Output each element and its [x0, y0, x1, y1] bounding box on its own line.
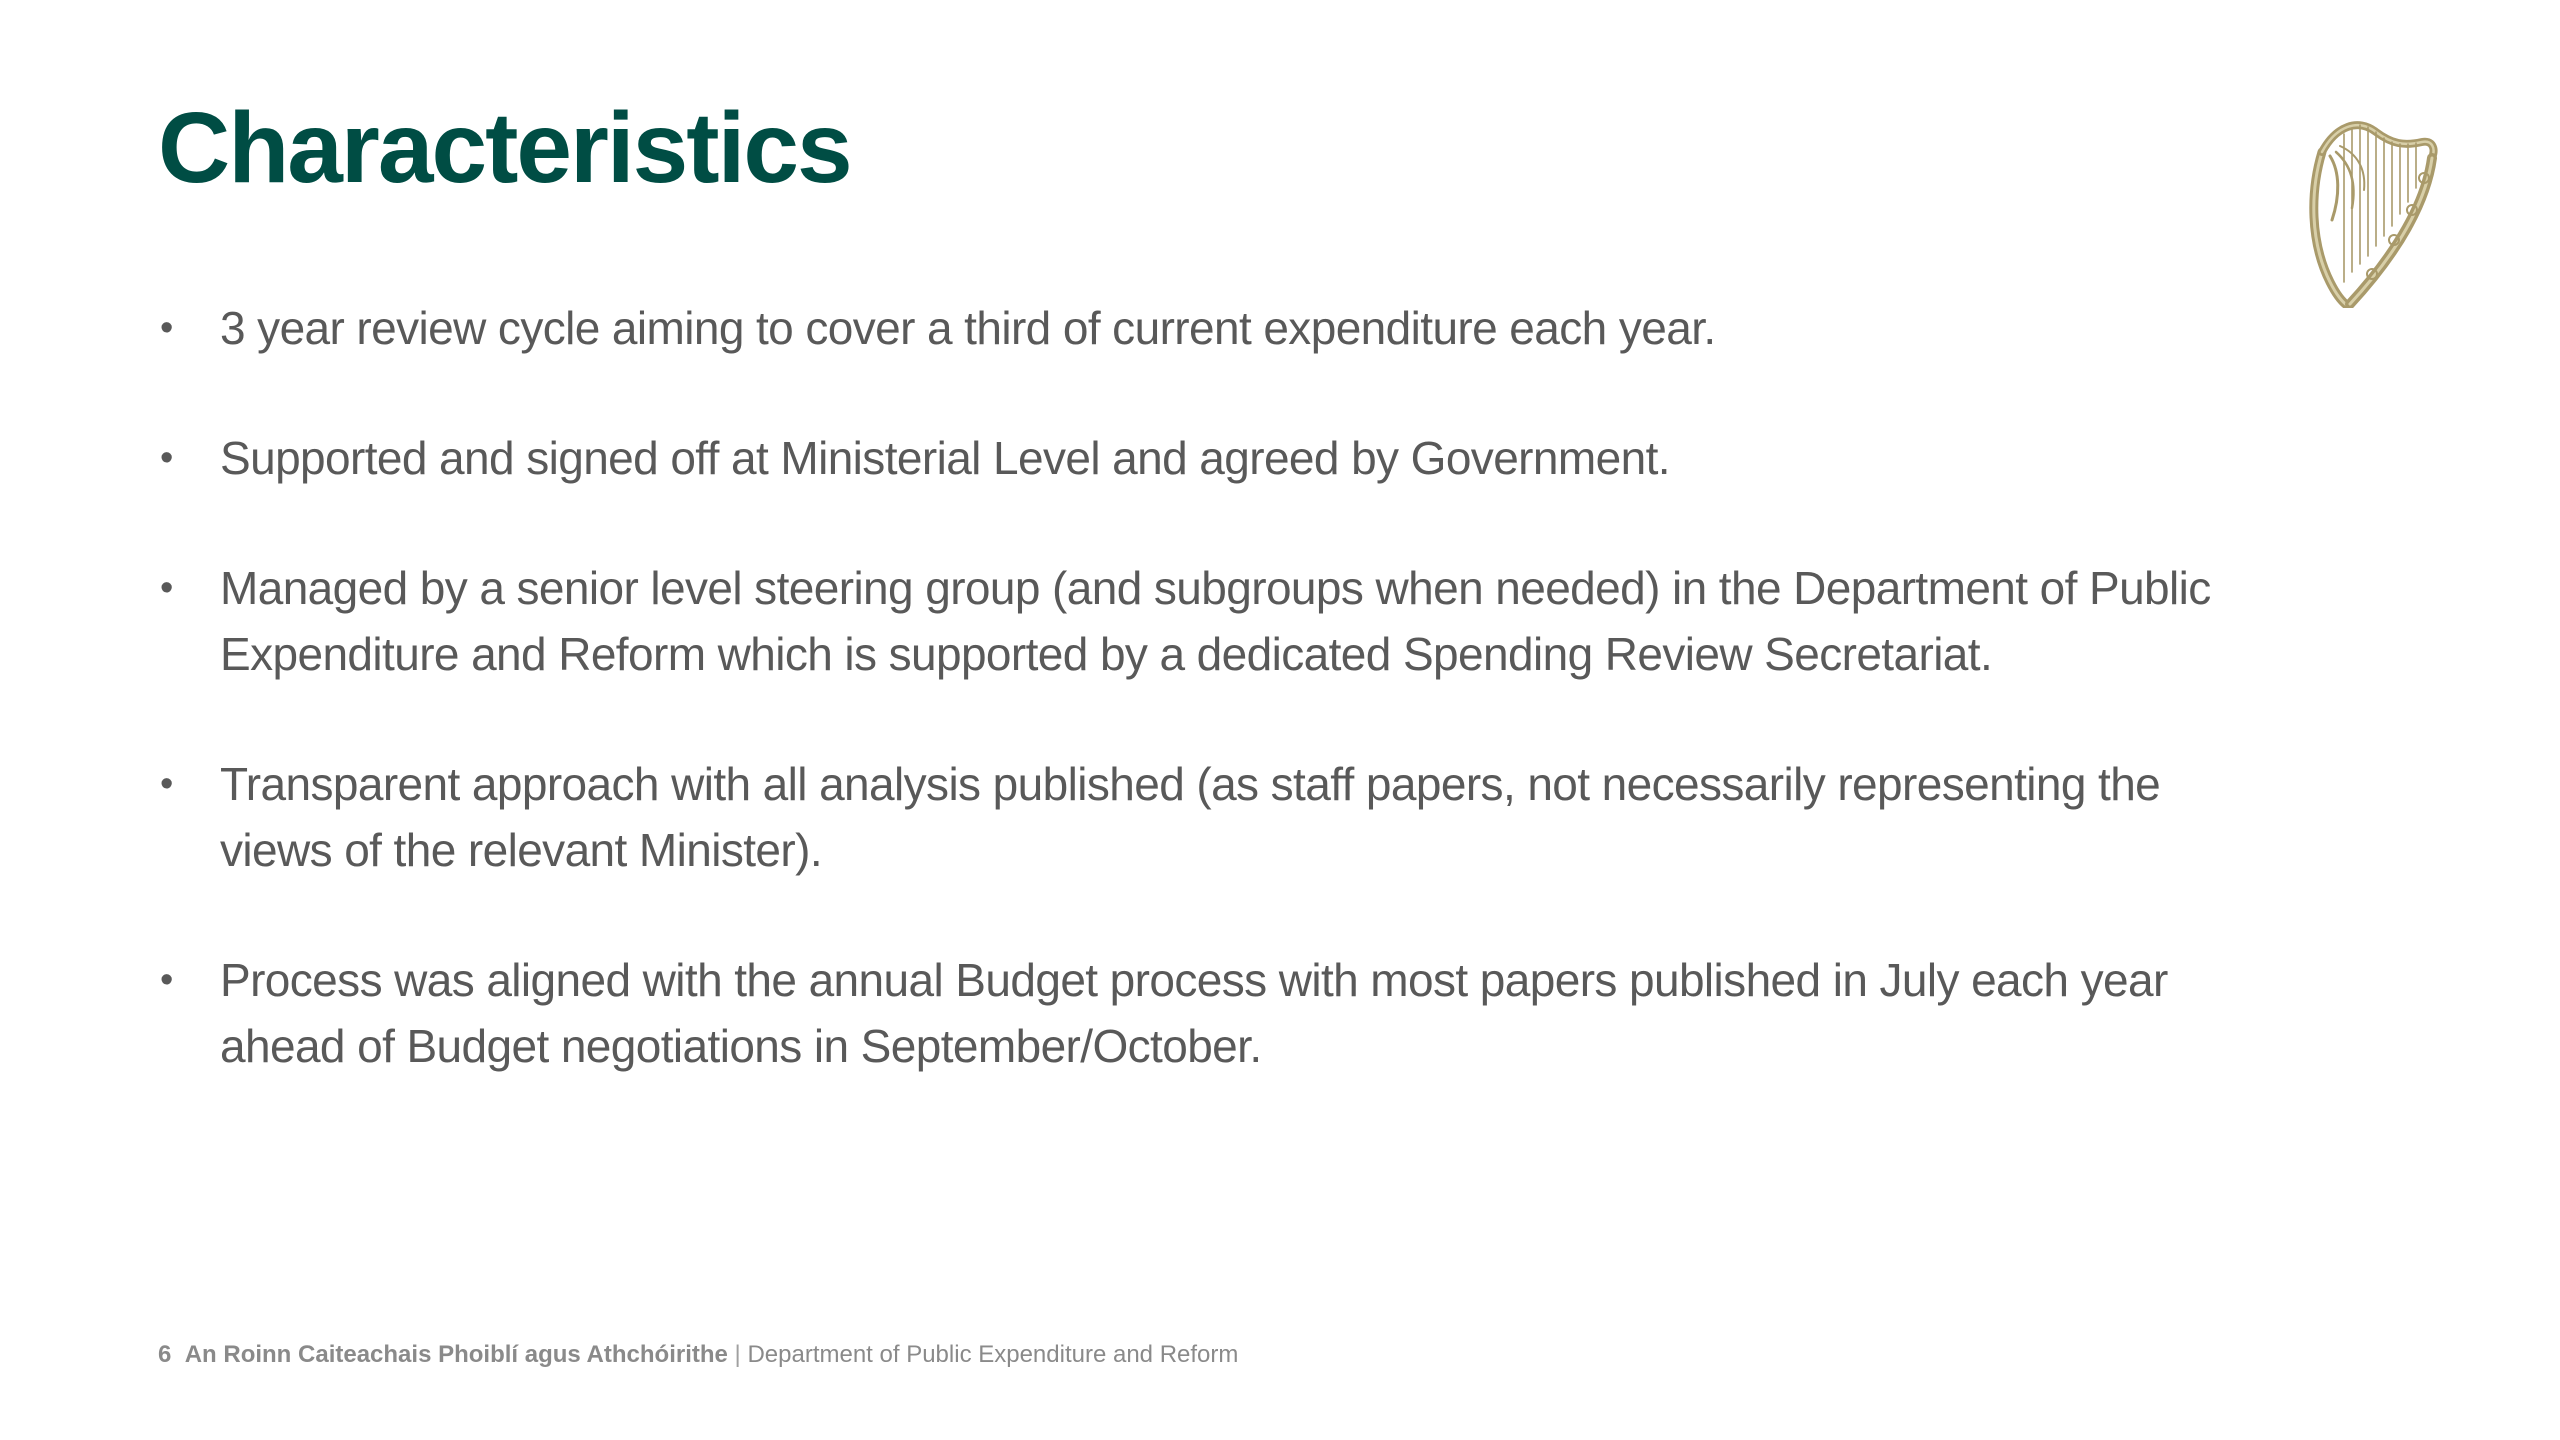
bullet-dot: •: [160, 307, 173, 349]
bullet-list: [160, 295, 2280, 1143]
list-item: [160, 425, 2280, 491]
department-name-irish: An Roinn Caiteachais Phoiblí agus Athchóirithe: [184, 1341, 728, 1368]
list-item: [160, 947, 2280, 1079]
department-name-english: Department of Public Expenditure and Reform: [747, 1341, 1239, 1368]
footer-separator: |: [734, 1341, 741, 1368]
slide-title: Characteristics: [158, 92, 851, 204]
bullet-text: 3 year review cycle aiming to cover a third of current expenditure each year.: [220, 302, 1716, 354]
bullet-dot: •: [160, 959, 173, 1001]
bullet-dot: •: [160, 567, 173, 609]
bullet-text: Transparent approach with all analysis published (as staff papers, not necessarily representing the views of the relevant Minister).: [220, 758, 2161, 876]
bullet-text: Supported and signed off at Ministerial Level and agreed by Government.: [220, 432, 1670, 484]
list-item: [160, 751, 2280, 883]
list-item: [160, 295, 2280, 361]
bullet-text: Process was aligned with the annual Budget process with most papers published in July each year ahead of Budget negotiations in September/October.: [220, 954, 2168, 1072]
page-number: 6: [158, 1341, 172, 1368]
harp-emblem-icon: [2300, 112, 2440, 308]
footer: [158, 1340, 1238, 1370]
bullet-text: Managed by a senior level steering group (and subgroups when needed) in the Department of Public Expenditure and Reform which is supported by a dedicated Spending Review Secretariat.: [220, 562, 2211, 680]
bullet-dot: •: [160, 437, 173, 479]
bullet-dot: •: [160, 763, 173, 805]
list-item: [160, 555, 2280, 687]
